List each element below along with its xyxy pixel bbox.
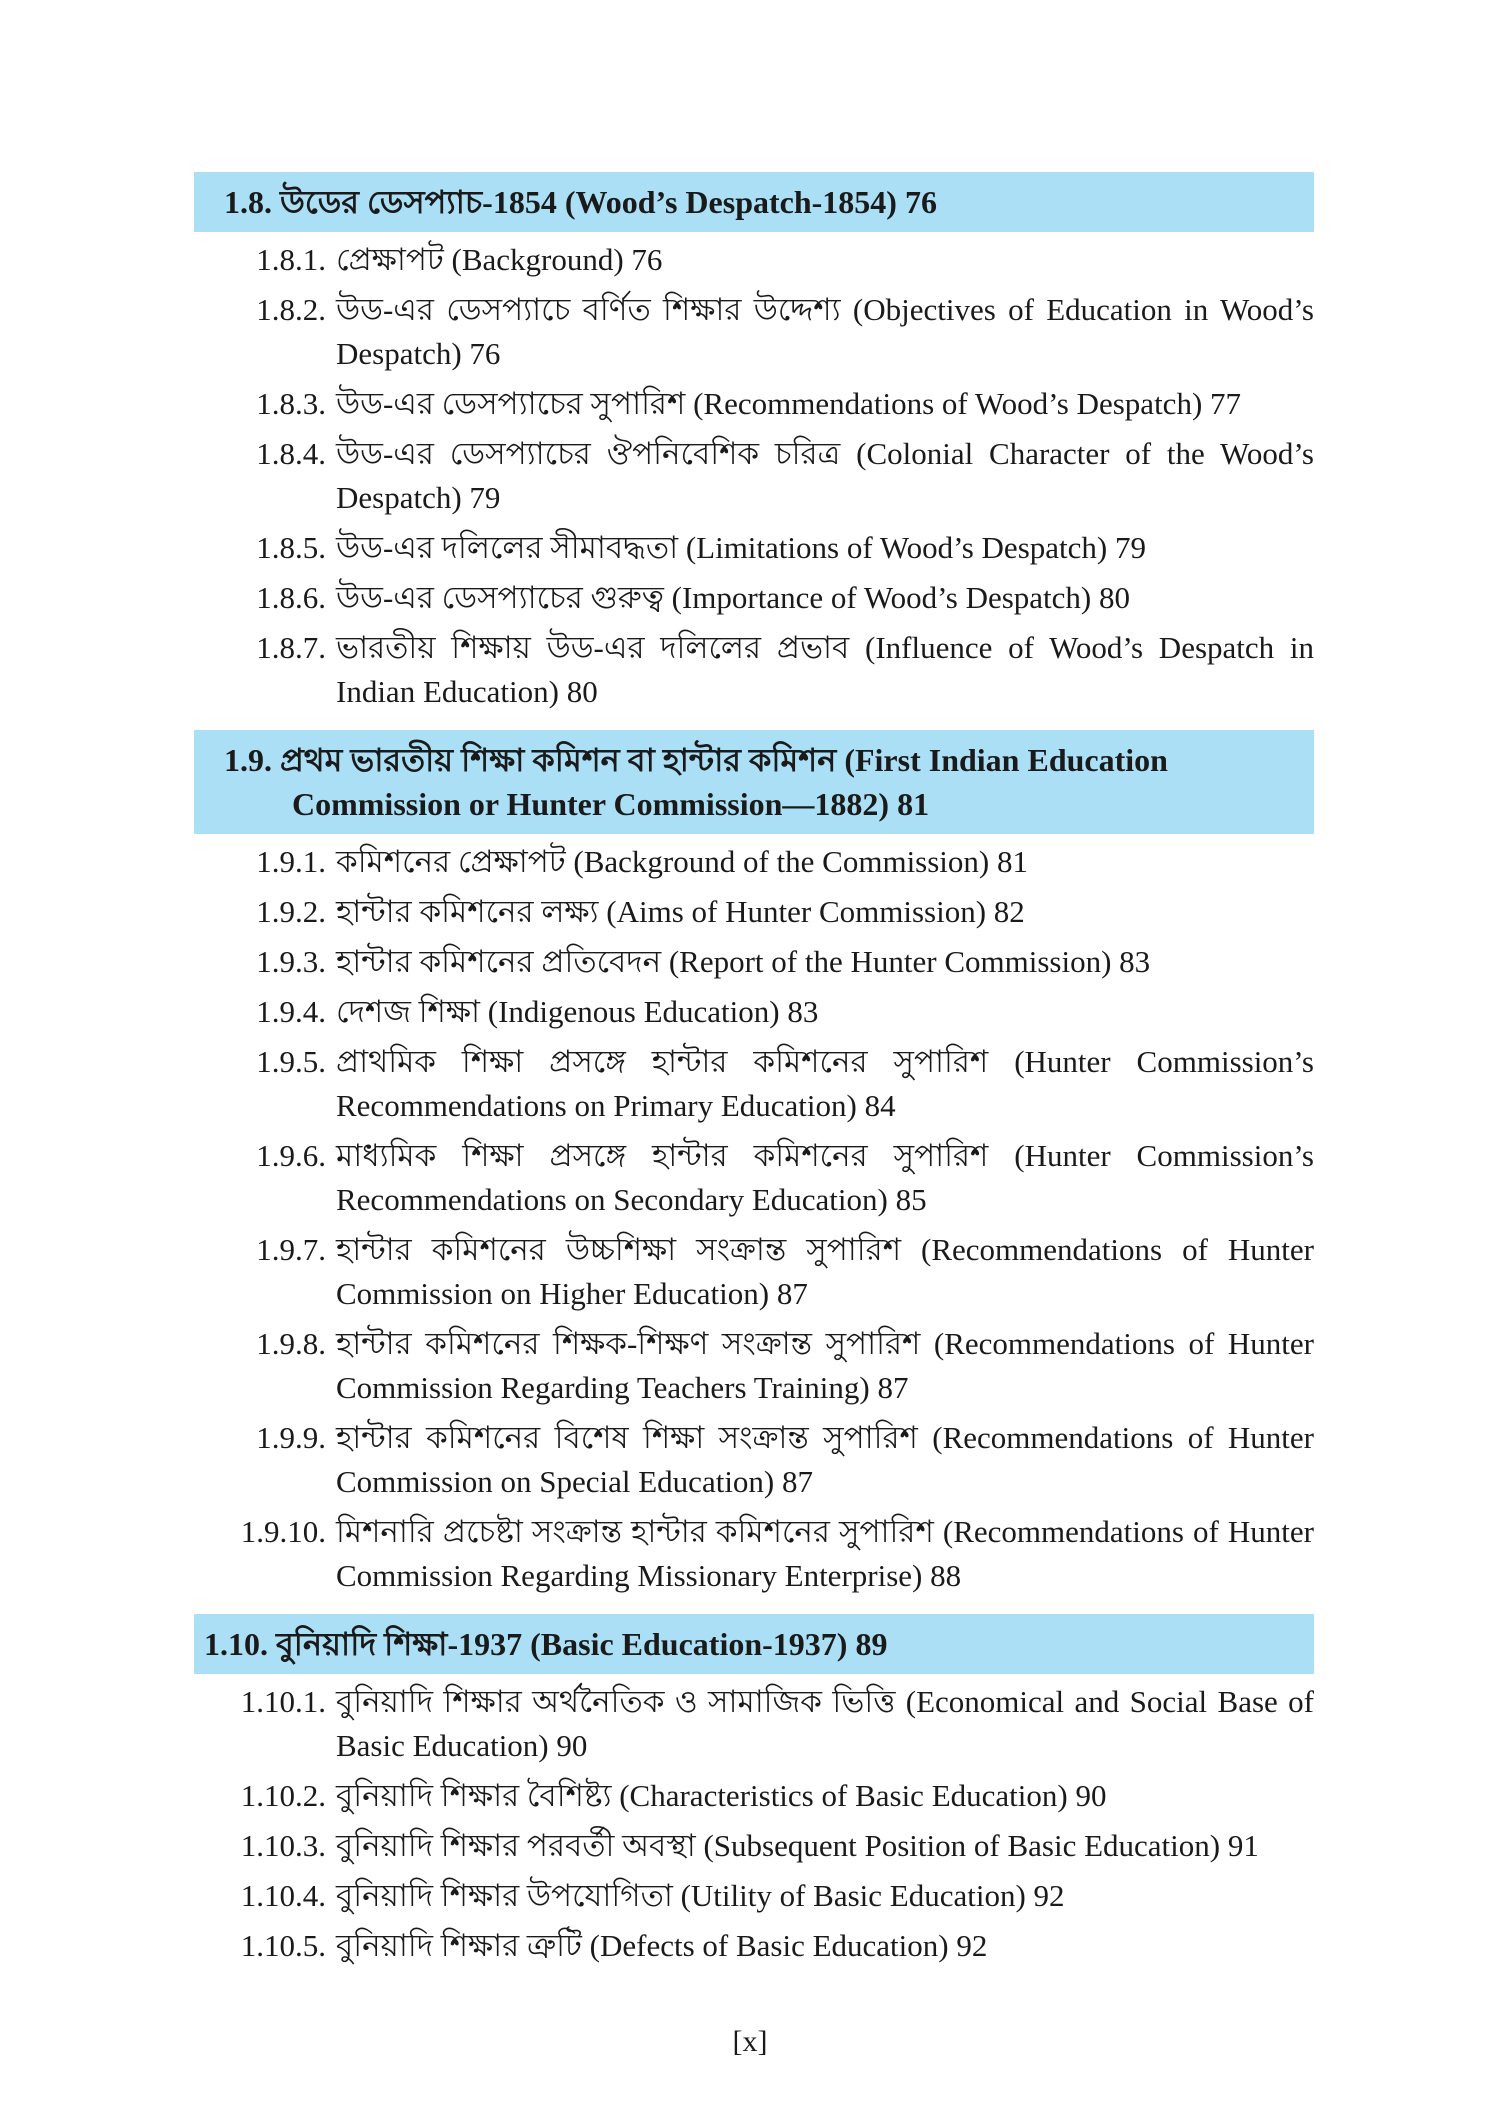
entry-text: দেশজ শিক্ষা (Indigenous Education) 83 xyxy=(336,994,819,1029)
section-heading-1-9 xyxy=(194,730,1314,834)
entry-number: 1.9.6. xyxy=(256,1138,326,1173)
entry-number: 1.8.3. xyxy=(256,386,326,421)
table-of-contents xyxy=(194,172,1314,1974)
toc-entry xyxy=(194,432,1314,520)
entry-text: বুনিয়াদি শিক্ষার ত্রুটি (Defects of Basic Education) 92 xyxy=(336,1928,988,1963)
toc-entry xyxy=(194,1824,1314,1868)
toc-entry xyxy=(194,238,1314,282)
section-title: বুনিয়াদি শিক্ষা-1937 (Basic Education-1937) 89 xyxy=(276,1626,888,1662)
entry-text: বুনিয়াদি শিক্ষার উপযোগিতা (Utility of Basic Education) 92 xyxy=(336,1878,1065,1913)
toc-entry xyxy=(194,1228,1314,1316)
entry-text: কমিশনের প্রেক্ষাপট (Background of the Commission) 81 xyxy=(336,844,1028,879)
entry-text: হান্টার কমিশনের বিশেষ শিক্ষা সংক্রান্ত সুপারিশ (Recommendations of Hunter Commission on Special Education) 87 xyxy=(336,1420,1314,1499)
entry-text: উড-এর ডেসপ্যাচের গুরুত্ব (Importance of Wood’s Despatch) 80 xyxy=(336,580,1130,615)
entry-text: হান্টার কমিশনের শিক্ষক-শিক্ষণ সংক্রান্ত সুপারিশ (Recommendations of Hunter Commission Regarding Teachers Training) 87 xyxy=(336,1326,1314,1405)
section-number: 1.8. xyxy=(224,184,272,220)
section-heading-1-8 xyxy=(194,172,1314,232)
section-title: প্রথম ভারতীয় শিক্ষা কমিশন বা হান্টার কমিশন (First Indian Education xyxy=(280,742,1168,778)
entry-number: 1.9.10. xyxy=(240,1514,326,1549)
toc-entry xyxy=(194,1040,1314,1128)
toc-entry xyxy=(194,626,1314,714)
toc-entry xyxy=(194,288,1314,376)
entry-number: 1.10.2. xyxy=(240,1778,326,1813)
entry-text: উড-এর ডেসপ্যাচের সুপারিশ (Recommendations of Wood’s Despatch) 77 xyxy=(336,386,1242,421)
toc-entry xyxy=(194,1510,1314,1598)
toc-entry xyxy=(194,382,1314,426)
toc-entry xyxy=(194,1774,1314,1818)
entry-number: 1.8.5. xyxy=(256,530,326,565)
entry-text: বুনিয়াদি শিক্ষার অর্থনৈতিক ও সামাজিক ভিত্তি (Economical and Social Base of Basic Education) 90 xyxy=(336,1684,1314,1763)
toc-entry xyxy=(194,990,1314,1034)
entry-number: 1.8.7. xyxy=(256,630,326,665)
entry-text: মাধ্যমিক শিক্ষা প্রসঙ্গে হান্টার কমিশনের সুপারিশ (Hunter Commission’s Recommendations on Secondary Education) 85 xyxy=(336,1138,1314,1217)
entry-number: 1.10.4. xyxy=(240,1878,326,1913)
entry-text: বুনিয়াদি শিক্ষার পরবর্তী অবস্থা (Subsequent Position of Basic Education) 91 xyxy=(336,1828,1259,1863)
section-number: 1.9. xyxy=(224,742,272,778)
entry-text: প্রেক্ষাপট (Background) 76 xyxy=(336,242,663,277)
entry-number: 1.9.1. xyxy=(256,844,326,879)
entry-number: 1.8.6. xyxy=(256,580,326,615)
toc-entry xyxy=(194,1874,1314,1918)
entry-number: 1.8.4. xyxy=(256,436,326,471)
entry-text: উড-এর ডেসপ্যাচে বর্ণিত শিক্ষার উদ্দেশ্য (Objectives of Education in Wood’s Despatch) 76 xyxy=(336,292,1314,371)
entry-number: 1.10.3. xyxy=(240,1828,326,1863)
toc-entry xyxy=(194,940,1314,984)
entry-number: 1.9.7. xyxy=(256,1232,326,1267)
toc-entry xyxy=(194,1134,1314,1222)
page-number: [x] xyxy=(732,2025,768,2058)
entry-text: প্রাথমিক শিক্ষা প্রসঙ্গে হান্টার কমিশনের সুপারিশ (Hunter Commission’s Recommendations on Primary Education) 84 xyxy=(336,1044,1314,1123)
entry-number: 1.8.2. xyxy=(256,292,326,327)
section-title: উডের ডেসপ্যাচ-1854 (Wood’s Despatch-1854) 76 xyxy=(280,184,937,220)
entry-number: 1.10.1. xyxy=(240,1684,326,1719)
entry-number: 1.9.2. xyxy=(256,894,326,929)
entry-number: 1.10.5. xyxy=(240,1928,326,1963)
entry-text: উড-এর ডেসপ্যাচের ঔপনিবেশিক চরিত্র (Colonial Character of the Wood’s Despatch) 79 xyxy=(336,436,1314,515)
entry-text: বুনিয়াদি শিক্ষার বৈশিষ্ট্য (Characteristics of Basic Education) 90 xyxy=(336,1778,1107,1813)
entry-number: 1.9.3. xyxy=(256,944,326,979)
toc-entry xyxy=(194,526,1314,570)
toc-entry xyxy=(194,890,1314,934)
toc-entry xyxy=(194,1924,1314,1968)
section-heading-1-10 xyxy=(194,1614,1314,1674)
entry-text: ভারতীয় শিক্ষায় উড-এর দলিলের প্রভাব (Influence of Wood’s Despatch in Indian Education) 80 xyxy=(336,630,1314,709)
section-gap xyxy=(194,1604,1314,1614)
section-number: 1.10. xyxy=(204,1626,268,1662)
entry-number: 1.9.8. xyxy=(256,1326,326,1361)
section-gap xyxy=(194,720,1314,730)
entry-text: হান্টার কমিশনের প্রতিবেদন (Report of the Hunter Commission) 83 xyxy=(336,944,1151,979)
toc-entry xyxy=(194,840,1314,884)
toc-entry xyxy=(194,1680,1314,1768)
entry-number: 1.9.9. xyxy=(256,1420,326,1455)
entry-number: 1.9.4. xyxy=(256,994,326,1029)
entry-text: মিশনারি প্রচেষ্টা সংক্রান্ত হান্টার কমিশনের সুপারিশ (Recommendations of Hunter Commission Regarding Missionary Enterprise) 88 xyxy=(336,1514,1314,1593)
entry-text: উড-এর দলিলের সীমাবদ্ধতা (Limitations of Wood’s Despatch) 79 xyxy=(336,530,1146,565)
toc-entry xyxy=(194,1322,1314,1410)
entry-number: 1.9.5. xyxy=(256,1044,326,1079)
entry-number: 1.8.1. xyxy=(256,242,326,277)
toc-entry xyxy=(194,1416,1314,1504)
entry-text: হান্টার কমিশনের উচ্চশিক্ষা সংক্রান্ত সুপারিশ (Recommendations of Hunter Commission on Higher Education) 87 xyxy=(336,1232,1314,1311)
section-title-continuation: Commission or Hunter Commission—1882) 81 xyxy=(292,786,930,822)
entry-text: হান্টার কমিশনের লক্ষ্য (Aims of Hunter Commission) 82 xyxy=(336,894,1025,929)
toc-entry xyxy=(194,576,1314,620)
